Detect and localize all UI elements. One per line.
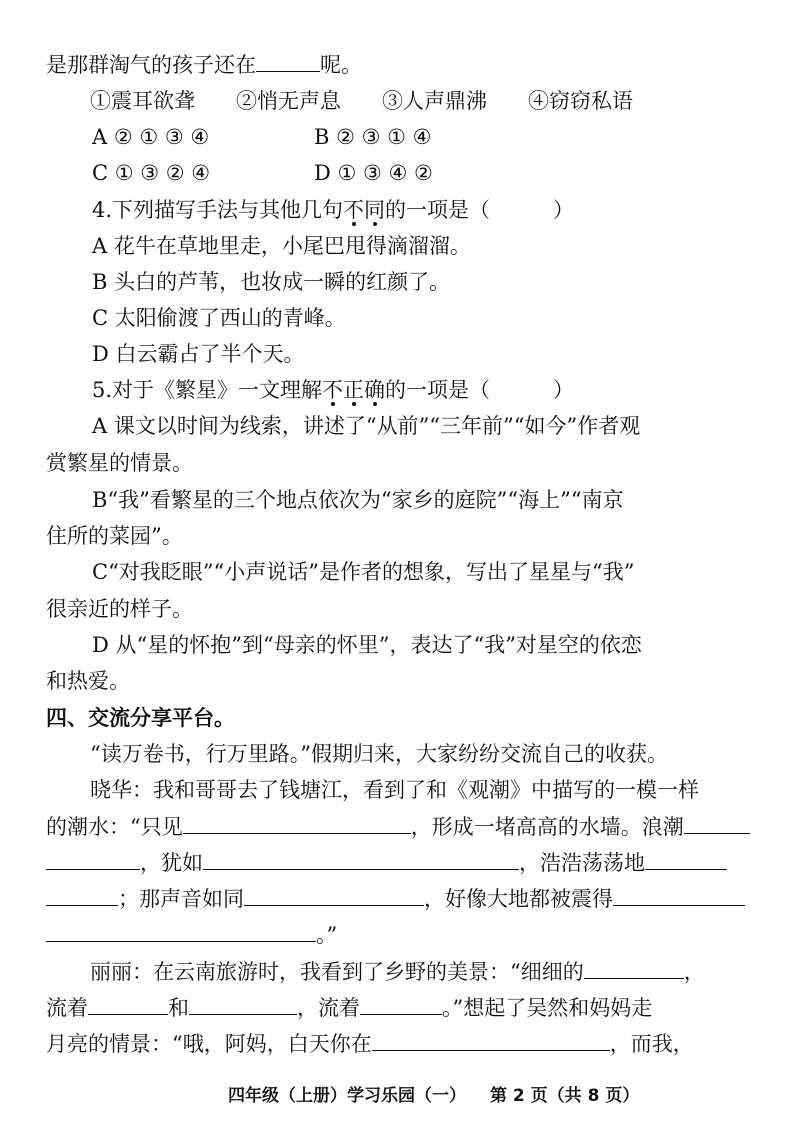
question5-option-a: A 课文以时间为线索，讲述了“从前”“三年前”“如今”作者观	[92, 414, 641, 438]
fill-blank[interactable]	[372, 1030, 610, 1051]
footer-book-title: 四年级（上册）学习乐园（一）	[228, 1086, 466, 1106]
text: ，	[683, 960, 705, 984]
text: 。”	[316, 923, 338, 947]
xiaohua-line-1: 晓华：我和哥哥去了钱塘江，看到了和《观潮》中描写的一模一样	[90, 778, 699, 802]
emphasis-char: 不	[343, 198, 365, 222]
answer-bracket[interactable]: 的一项是（ ）	[385, 378, 575, 402]
text: 的潮水：“只见	[46, 815, 183, 839]
text: ；那声音如同	[118, 887, 244, 911]
option-a[interactable]: A ② ① ③ ④	[92, 125, 210, 149]
text: 丽丽：在云南旅游时，我看到了乡野的美景：“细细的	[90, 960, 584, 984]
option-c[interactable]: C ① ③ ② ④	[92, 161, 211, 185]
fill-blank[interactable]	[46, 849, 140, 870]
question5-option-c-cont: 很亲近的样子。	[46, 597, 193, 621]
xiaohua-line-4	[46, 884, 745, 914]
text: 4.下列描写手法与其他几句	[92, 198, 344, 222]
text: ，浩浩荡荡地	[519, 851, 645, 875]
fill-blank[interactable]	[46, 921, 316, 942]
question5-option-d: D 从“星的怀抱”到“母亲的怀里”，表达了“我”对星空的依恋	[92, 633, 642, 657]
fill-blank[interactable]	[584, 958, 684, 979]
question5-option-a-cont: 赏繁星的情景。	[46, 451, 193, 475]
xiaohua-line-2	[46, 812, 750, 842]
text: 。”想起了吴然和妈妈走	[442, 996, 653, 1020]
option-d[interactable]: D ① ③ ④ ②	[314, 161, 433, 185]
fill-blank[interactable]	[189, 994, 297, 1015]
text: ，犹如	[140, 851, 203, 875]
emphasis-char: 同	[364, 198, 386, 222]
option-row-ab	[92, 122, 431, 152]
fill-blank[interactable]	[46, 885, 118, 906]
fill-blank[interactable]	[244, 885, 424, 906]
question5-option-d-cont: 和热爱。	[46, 669, 130, 693]
choice-3: ③人声鼎沸	[382, 89, 487, 113]
question4-stem	[92, 195, 574, 225]
text: 5.对于《繁星》一文理解	[92, 378, 323, 402]
question5-stem	[92, 375, 574, 405]
option-row-cd	[92, 158, 433, 188]
section4-title: 四、交流分享平台。	[46, 705, 235, 730]
text: ，好像大地都被震得	[424, 887, 613, 911]
choice-4: ④窃窃私语	[528, 89, 633, 113]
question4-option-a: A 花牛在草地里走，小尾巴甩得滴溜溜。	[92, 234, 471, 258]
emphasis-char: 确	[364, 378, 386, 402]
fill-blank[interactable]	[645, 849, 727, 870]
question4-option-b: B 头白的芦苇，也妆成一瞬的红颜了。	[92, 270, 451, 294]
xiaohua-line-3	[46, 848, 727, 878]
fill-blank[interactable]	[203, 849, 519, 870]
option-b[interactable]: B ② ③ ① ④	[314, 125, 432, 149]
choice-1: ①震耳欲聋	[90, 89, 195, 113]
question5-option-b: B“我”看繁星的三个地点依次为“家乡的庭院”“海上”“南京	[92, 488, 624, 512]
footer-page-number: 第 2 页（共 8 页）	[490, 1086, 640, 1106]
text: 是那群淘气的孩子还在	[46, 53, 256, 77]
emphasis-char: 正	[343, 378, 365, 402]
fill-blank[interactable]	[613, 885, 745, 906]
text: 呢。	[320, 53, 362, 77]
xiaohua-line-5	[46, 920, 337, 950]
lili-line-2	[46, 993, 652, 1023]
choice-2: ②悄无声息	[236, 89, 341, 113]
fill-blank[interactable]	[88, 994, 168, 1015]
fill-blank[interactable]	[360, 994, 442, 1015]
lili-line-3	[46, 1029, 694, 1059]
fill-blank[interactable]	[183, 813, 411, 834]
question5-option-b-cont: 住所的菜园”。	[46, 524, 183, 548]
question3-continuation	[46, 50, 362, 80]
emphasis-char: 不	[322, 378, 344, 402]
question4-option-c: C 太阳偷渡了西山的青峰。	[92, 306, 346, 330]
text: 和	[168, 996, 189, 1020]
fill-blank[interactable]	[256, 51, 320, 72]
choice-words	[90, 86, 633, 116]
question4-option-d: D 白云霸占了半个天。	[92, 342, 305, 366]
answer-bracket[interactable]: 的一项是（ ）	[385, 198, 575, 222]
section4-intro: “读万卷书，行万里路。”假期归来，大家纷纷交流自己的收获。	[90, 742, 668, 766]
text: 月亮的情景：“哦，阿妈，白天你在	[46, 1032, 372, 1056]
lili-line-1	[90, 957, 705, 987]
question5-option-c: C“对我眨眼”“小声说话”是作者的想象，写出了星星与“我”	[92, 560, 635, 584]
page-footer	[228, 1081, 639, 1111]
text: 流着	[46, 996, 88, 1020]
fill-blank[interactable]	[684, 813, 750, 834]
text: ，流着	[297, 996, 360, 1020]
text: ，而我，	[609, 1032, 694, 1056]
text: ，形成一堵高高的水墙。浪潮	[410, 815, 684, 839]
